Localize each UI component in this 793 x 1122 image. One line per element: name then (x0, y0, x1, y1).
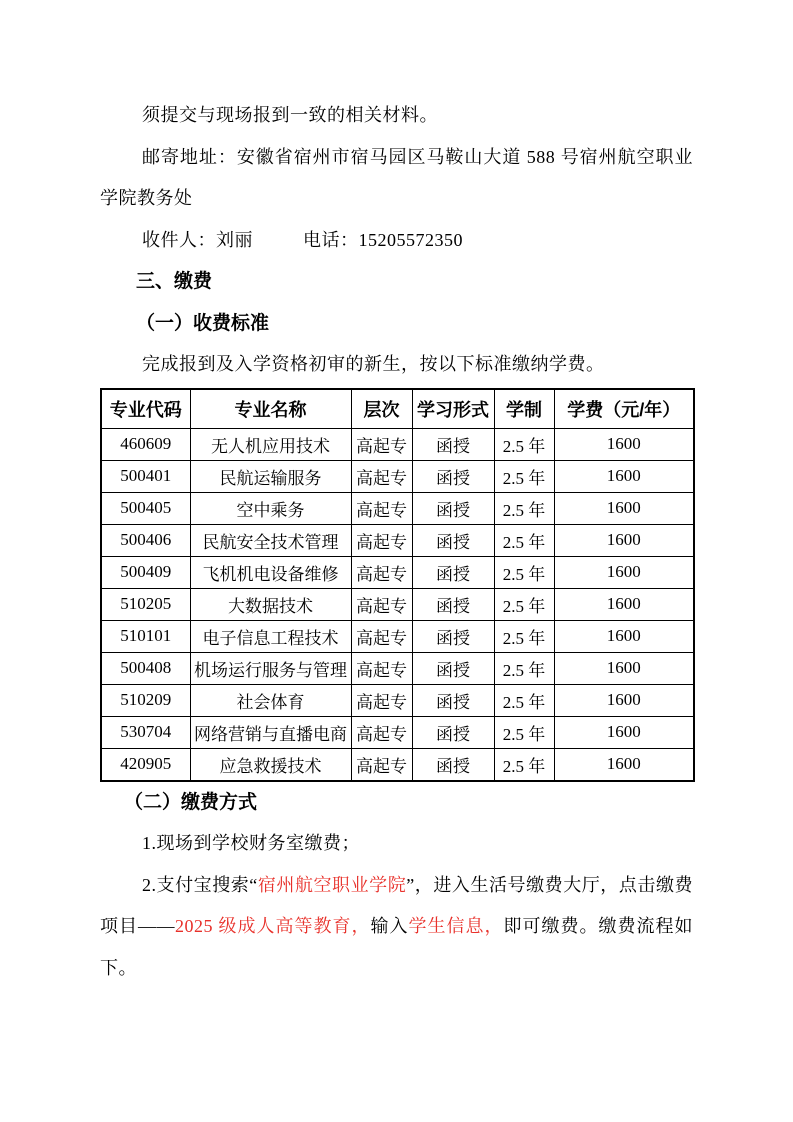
table-cell-major-code: 500409 (101, 556, 190, 588)
table-cell-study-form: 函授 (412, 620, 494, 652)
table-row (101, 524, 694, 556)
table-cell-major-name: 大数据技术 (190, 588, 351, 620)
table-cell-study-form: 函授 (412, 684, 494, 716)
table-cell-major-code: 530704 (101, 716, 190, 748)
table-cell-level: 高起专 (351, 492, 412, 524)
table-cell-major-code: 510209 (101, 684, 190, 716)
table-cell-level: 高起专 (351, 588, 412, 620)
table-cell-major-name: 机场运行服务与管理 (190, 652, 351, 684)
table-cell-tuition: 1600 (554, 460, 694, 492)
table-cell-major-code: 500406 (101, 524, 190, 556)
table-cell-tuition: 1600 (554, 716, 694, 748)
table-cell-tuition: 1600 (554, 524, 694, 556)
paragraph-mail-address: 邮寄地址：安徽省宿州市宿马园区马鞍山大道 588 号宿州航空职业学院教务处 (100, 146, 693, 208)
subsection-heading-payment-method: （二）缴费方式 (124, 791, 258, 813)
table-cell-duration: 2.5 年 (494, 684, 554, 716)
table-row (101, 556, 694, 588)
table-cell-major-code: 510101 (101, 620, 190, 652)
table-cell-duration: 2.5 年 (494, 652, 554, 684)
paragraph-method-1: 1.现场到学校财务室缴费； (142, 833, 360, 853)
table-cell-duration: 2.5 年 (494, 748, 554, 781)
table-cell-major-name: 空中乘务 (190, 492, 351, 524)
table-cell-study-form: 函授 (412, 492, 494, 524)
table-cell-major-name: 飞机机电设备维修 (190, 556, 351, 588)
table-cell-tuition: 1600 (554, 652, 694, 684)
table-cell-tuition: 1600 (554, 428, 694, 460)
paragraph-method-2 (100, 865, 693, 990)
table-cell-major-name: 电子信息工程技术 (190, 620, 351, 652)
table-cell-major-name: 网络营销与直播电商 (190, 716, 351, 748)
tuition-fee-table (100, 388, 695, 782)
table-cell-major-code: 500401 (101, 460, 190, 492)
plain-text: 2.支付宝搜索“ (142, 874, 258, 895)
paragraph-fee-intro: 完成报到及入学资格初审的新生，按以下标准缴纳学费。 (142, 354, 605, 374)
table-cell-level: 高起专 (351, 460, 412, 492)
table-cell-tuition: 1600 (554, 588, 694, 620)
recipient-name: 收件人：刘丽 (142, 229, 253, 250)
table-cell-tuition: 1600 (554, 748, 694, 781)
table-cell-level: 高起专 (351, 556, 412, 588)
table-cell-duration: 2.5 年 (494, 620, 554, 652)
column-header-level: 层次 (351, 389, 412, 429)
table-cell-level: 高起专 (351, 716, 412, 748)
table-cell-study-form: 函授 (412, 524, 494, 556)
table-header-row (101, 389, 694, 429)
table-cell-tuition: 1600 (554, 684, 694, 716)
table-cell-tuition: 1600 (554, 492, 694, 524)
paragraph-materials: 须提交与现场报到一致的相关材料。 (142, 105, 438, 125)
column-header-major-name: 专业名称 (190, 389, 351, 429)
table-cell-study-form: 函授 (412, 428, 494, 460)
table-cell-study-form: 函授 (412, 460, 494, 492)
plain-text: 即可缴费。缴费流程如下。 (100, 916, 693, 978)
table-cell-duration: 2.5 年 (494, 460, 554, 492)
column-header-tuition: 学费（元/年） (554, 389, 694, 429)
table-row (101, 620, 694, 652)
table-cell-duration: 2.5 年 (494, 524, 554, 556)
table-row (101, 588, 694, 620)
table-row (101, 748, 694, 781)
table-cell-study-form: 函授 (412, 652, 494, 684)
table-cell-level: 高起专 (351, 748, 412, 781)
table-cell-duration: 2.5 年 (494, 492, 554, 524)
table-cell-major-code: 500408 (101, 652, 190, 684)
table-cell-study-form: 函授 (412, 716, 494, 748)
table-cell-duration: 2.5 年 (494, 716, 554, 748)
column-header-study-form: 学习形式 (412, 389, 494, 429)
table-cell-level: 高起专 (351, 524, 412, 556)
table-cell-major-name: 无人机应用技术 (190, 428, 351, 460)
table-cell-major-code: 510205 (101, 588, 190, 620)
plain-text: 输入 (370, 916, 409, 936)
table-cell-tuition: 1600 (554, 620, 694, 652)
table-cell-study-form: 函授 (412, 748, 494, 781)
table-cell-major-name: 民航安全技术管理 (190, 524, 351, 556)
recipient-phone: 电话：15205572350 (303, 229, 463, 250)
table-cell-major-name: 应急救援技术 (190, 748, 351, 781)
highlighted-red-text: 学生信息， (408, 916, 504, 936)
table-row (101, 460, 694, 492)
table-cell-level: 高起专 (351, 428, 412, 460)
table-cell-major-name: 社会体育 (190, 684, 351, 716)
table-cell-level: 高起专 (351, 652, 412, 684)
table-cell-tuition: 1600 (554, 556, 694, 588)
table-cell-major-name: 民航运输服务 (190, 460, 351, 492)
highlighted-red-text: 宿州航空职业学院 (257, 874, 407, 895)
table-cell-level: 高起专 (351, 684, 412, 716)
table-cell-major-code: 460609 (101, 428, 190, 460)
table-cell-duration: 2.5 年 (494, 428, 554, 460)
table-cell-major-code: 500405 (101, 492, 190, 524)
column-header-duration: 学制 (494, 389, 554, 429)
paragraph-recipient (100, 220, 693, 262)
section-heading-payment: 三、缴费 (136, 271, 213, 292)
table-cell-duration: 2.5 年 (494, 556, 554, 588)
column-header-major-code: 专业代码 (101, 389, 190, 429)
table-row (101, 428, 694, 460)
table-row (101, 652, 694, 684)
table-row (101, 716, 694, 748)
table-row (101, 492, 694, 524)
table-cell-study-form: 函授 (412, 556, 494, 588)
table-cell-duration: 2.5 年 (494, 588, 554, 620)
table-cell-major-code: 420905 (101, 748, 190, 781)
table-cell-level: 高起专 (351, 620, 412, 652)
plain-text: ”，进入生活号缴费大厅，点击缴费项目—— (100, 874, 693, 936)
highlighted-red-text: 2025 级成人高等教育， (175, 916, 371, 936)
subsection-heading-fee-standard: （一）收费标准 (136, 312, 270, 334)
table-row (101, 684, 694, 716)
table-cell-study-form: 函授 (412, 588, 494, 620)
